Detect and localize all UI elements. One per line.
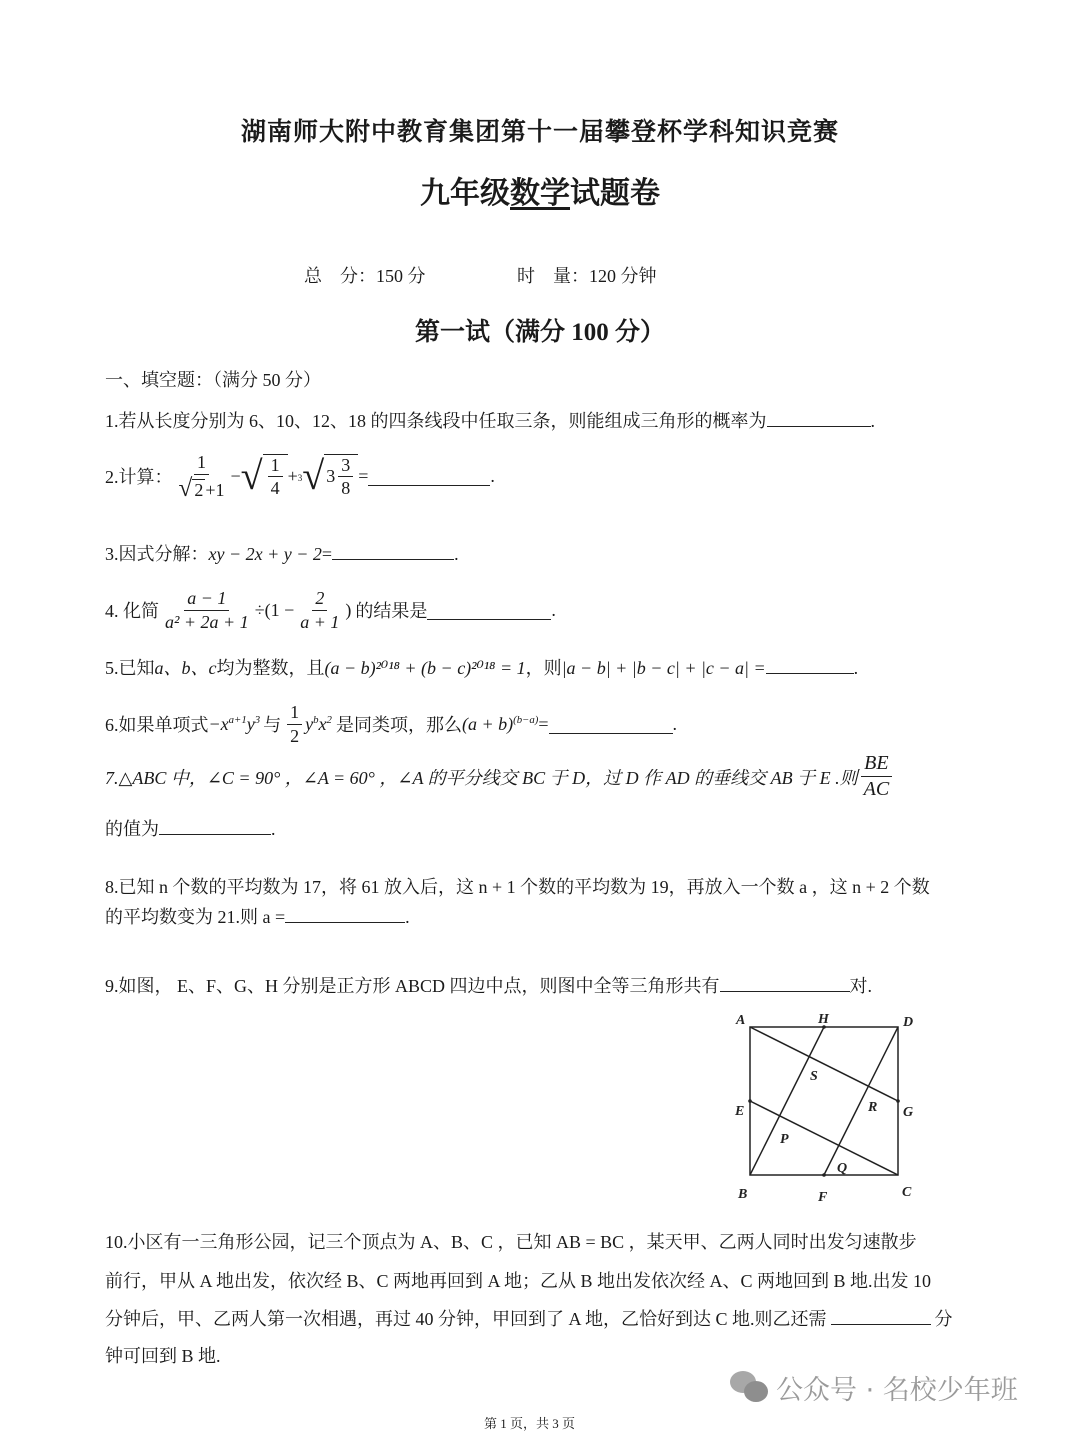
denominator-rest: +1 xyxy=(205,479,225,500)
fraction-a-minus-1-over-quadratic xyxy=(162,588,252,632)
denominator: AC xyxy=(863,778,890,800)
numerator: 1 xyxy=(268,455,283,478)
numerator: 1 xyxy=(194,452,209,475)
question-8: 8.已知 n 个数的平均数为 17，将 61 放入后，这 n + 1 个数的平均数为 19，再放入一个数 a ，这 n + 2 个数 xyxy=(105,877,930,897)
question-1-end: . xyxy=(870,411,875,431)
label-c: C xyxy=(902,1185,912,1200)
label-d: D xyxy=(903,1015,914,1030)
question-6-expression xyxy=(462,714,538,735)
close-paren: ) xyxy=(345,599,352,620)
point-g xyxy=(896,1099,900,1103)
radical-sign: √ xyxy=(178,474,193,502)
question-7-line-2-text: 的值为 xyxy=(105,819,159,839)
paper-title-prefix: 九年级 xyxy=(420,177,510,210)
question-5-vars: a、b、c xyxy=(154,658,217,678)
fraction-1-over-sqrt2-plus-1 xyxy=(176,452,228,501)
plus-sign: + xyxy=(287,465,298,486)
monomial-2-y: y xyxy=(305,713,314,734)
monomial-2-y-exp: b xyxy=(313,713,319,726)
question-4-end: . xyxy=(551,599,556,620)
question-9-text: 9.如图， E、F、G、H 分别是正方形 ABCD 四边中点，则图中全等三角形共有 xyxy=(105,976,720,996)
answer-blank-8[interactable] xyxy=(285,904,405,923)
total-score-value: 150 分 xyxy=(376,266,426,286)
question-5-text-a: 5.已知 xyxy=(105,658,155,678)
fraction-1-over-4 xyxy=(268,455,283,499)
segment-ag xyxy=(750,1027,898,1101)
question-3-end: . xyxy=(454,544,459,564)
question-5-end: . xyxy=(853,658,859,678)
question-6-end: . xyxy=(672,713,678,734)
expression-exp: (b−a) xyxy=(513,713,539,726)
root-index: 3 xyxy=(297,473,303,484)
question-10-line-4: 钟可回到 B 地. xyxy=(105,1346,221,1366)
question-10-line-3-text: 分钟后，甲、乙两人第一次相遇，再过 40 分钟，甲回到了 A 地，乙恰好到达 C 地.则乙还需 xyxy=(105,1309,827,1329)
watermark xyxy=(730,1368,1018,1407)
question-6-text-a: 6.如果单项式 xyxy=(105,715,209,736)
time-limit-value: 120 分钟 xyxy=(589,266,657,286)
question-3-label: 3.因式分解： xyxy=(105,544,209,564)
part-title: 一、填空题：（满分 50 分） xyxy=(105,370,321,390)
question-3 xyxy=(105,540,459,566)
question-8-line-2 xyxy=(105,903,410,929)
answer-blank-6[interactable] xyxy=(549,715,673,734)
label-q: Q xyxy=(837,1161,848,1176)
denominator: a + 1 xyxy=(300,611,340,632)
question-7-line-2 xyxy=(105,815,276,841)
total-score-label: 总 分： xyxy=(304,266,376,286)
point-e xyxy=(748,1099,752,1103)
equals-sign: = xyxy=(538,713,549,734)
label-e: E xyxy=(735,1104,745,1119)
label-s: S xyxy=(810,1069,818,1084)
time-limit xyxy=(517,262,657,288)
label-p: P xyxy=(780,1132,789,1147)
numerator: BE xyxy=(861,752,891,777)
question-5 xyxy=(105,654,858,680)
question-2-label: 2.计算： xyxy=(105,467,173,488)
square-diagram xyxy=(730,1012,930,1212)
radicand: 2 xyxy=(194,479,204,500)
monomial-1-base: −x xyxy=(208,713,229,734)
answer-blank-10[interactable] xyxy=(831,1306,931,1325)
answer-blank-9[interactable] xyxy=(720,973,850,992)
question-2 xyxy=(105,452,495,501)
question-9-end: 对. xyxy=(849,976,873,996)
question-5-text-b: 均为整数，且 xyxy=(216,658,325,678)
question-6 xyxy=(105,702,677,746)
numerator: a − 1 xyxy=(184,588,229,611)
label-r: R xyxy=(868,1100,878,1115)
minus-sign: − xyxy=(230,465,241,486)
radical-sign: √ xyxy=(302,453,325,499)
label-a: A xyxy=(736,1013,746,1028)
total-score xyxy=(304,262,426,288)
radicand xyxy=(263,454,288,499)
label-b: B xyxy=(738,1187,748,1202)
division-expression: ÷(1 − xyxy=(254,599,295,620)
denominator xyxy=(176,475,228,501)
fraction-2-over-a-plus-1 xyxy=(297,588,342,632)
monomial-1-y: y xyxy=(246,713,255,734)
fraction-be-over-ac xyxy=(861,752,893,801)
monomial-1-y-exp: 3 xyxy=(254,713,261,726)
monomial-2-x: x xyxy=(318,713,327,734)
wechat-icon xyxy=(730,1371,770,1405)
label-g: G xyxy=(903,1105,914,1120)
answer-blank-3[interactable] xyxy=(332,541,454,560)
answer-blank-1[interactable] xyxy=(767,408,871,427)
question-7-end: . xyxy=(271,819,276,839)
numerator: 3 xyxy=(338,455,353,478)
answer-blank-5[interactable] xyxy=(766,655,854,674)
numerator: 1 xyxy=(287,702,302,725)
paper-title-subject: 数学 xyxy=(510,177,570,210)
segment-bh xyxy=(750,1027,824,1175)
denominator: a² + 2a + 1 xyxy=(165,611,249,632)
question-4-tail: 的结果是 xyxy=(355,601,428,622)
mixed-number-whole: 3 xyxy=(326,466,336,487)
question-5-expression-2: |a − b| + |b − c| + |c − a| = xyxy=(561,658,766,678)
segment-fd xyxy=(824,1027,898,1175)
question-6-text-b: 是同类项，那么 xyxy=(335,715,462,736)
question-10-line-3-end: 分 xyxy=(934,1309,953,1329)
page-footer: 第 1 页，共 3 页 xyxy=(484,1416,576,1431)
radical-sign: √ xyxy=(240,453,263,499)
question-10: 10.小区有一三角形公园，记三个顶点为 A、B、C ，已知 AB = BC ，某天甲、乙两人同时出发匀速散步 xyxy=(105,1232,917,1252)
denominator: 4 xyxy=(270,478,280,499)
monomial-1-exp: a+1 xyxy=(228,713,247,726)
monomial-2-x-exp: 2 xyxy=(326,713,332,726)
question-5-expression: (a − b)²⁰¹⁸ + (b − c)²⁰¹⁸ = 1 xyxy=(324,658,526,678)
label-h: H xyxy=(818,1012,829,1027)
question-7 xyxy=(105,752,895,801)
question-8-end: . xyxy=(405,907,410,927)
question-5-text-c: ，则 xyxy=(525,658,562,678)
expression-base: (a + b) xyxy=(461,713,514,734)
question-9 xyxy=(105,972,872,998)
paper-title-suffix: 试题卷 xyxy=(570,177,660,210)
competition-title: 湖南师大附中教育集团第十一届攀登杯学科知识竞赛 xyxy=(240,119,839,146)
square-figure xyxy=(730,1012,930,1212)
question-7-text: 7.△ABC 中，∠C = 90° ，∠A = 60° ，∠A 的平分线交 BC 于 D，过 D 作 AD 的垂线交 AB 于 E .则 xyxy=(105,767,858,788)
label-f: F xyxy=(818,1190,828,1205)
time-limit-label: 时 量： xyxy=(517,266,589,286)
monomial-2 xyxy=(305,714,332,735)
question-6-with: 与 xyxy=(263,715,282,736)
question-2-end: . xyxy=(490,465,495,486)
denominator: 8 xyxy=(341,478,351,499)
answer-blank-7[interactable] xyxy=(159,816,271,835)
denominator: 2 xyxy=(290,725,300,746)
question-1 xyxy=(105,407,875,433)
answer-blank-4[interactable] xyxy=(427,601,551,620)
numerator: 2 xyxy=(312,588,327,611)
section-title: 第一试（满分 100 分） xyxy=(414,319,665,346)
question-3-expression: xy − 2x + y − 2 xyxy=(208,544,322,564)
monomial-1 xyxy=(209,714,261,735)
equals-sign: = xyxy=(321,544,333,564)
paper-title xyxy=(0,168,1080,212)
question-4 xyxy=(105,588,556,632)
fraction-1-over-2 xyxy=(287,702,302,746)
watermark-text: 公众号 · 名校少年班 xyxy=(776,1375,1018,1406)
question-4-label: 4. 化简 xyxy=(105,601,159,622)
equals-sign: = xyxy=(358,465,369,486)
question-1-text: 1.若从长度分别为 6、10、12、18 的四条线段中任取三条，则能组成三角形的概率为 xyxy=(105,411,767,431)
question-8-line-2-text: 的平均数变为 21.则 a = xyxy=(105,907,286,927)
radicand xyxy=(324,454,358,499)
question-10-line-3 xyxy=(105,1305,953,1331)
fraction-3-over-8 xyxy=(338,455,353,499)
point-f xyxy=(822,1173,826,1177)
question-10-line-2: 前行，甲从 A 地出发，依次经 B、C 两地再回到 A 地；乙从 B 地出发依次经 A、C 两地回到 B 地.出发 10 xyxy=(105,1271,932,1291)
answer-blank-2[interactable] xyxy=(368,467,490,486)
